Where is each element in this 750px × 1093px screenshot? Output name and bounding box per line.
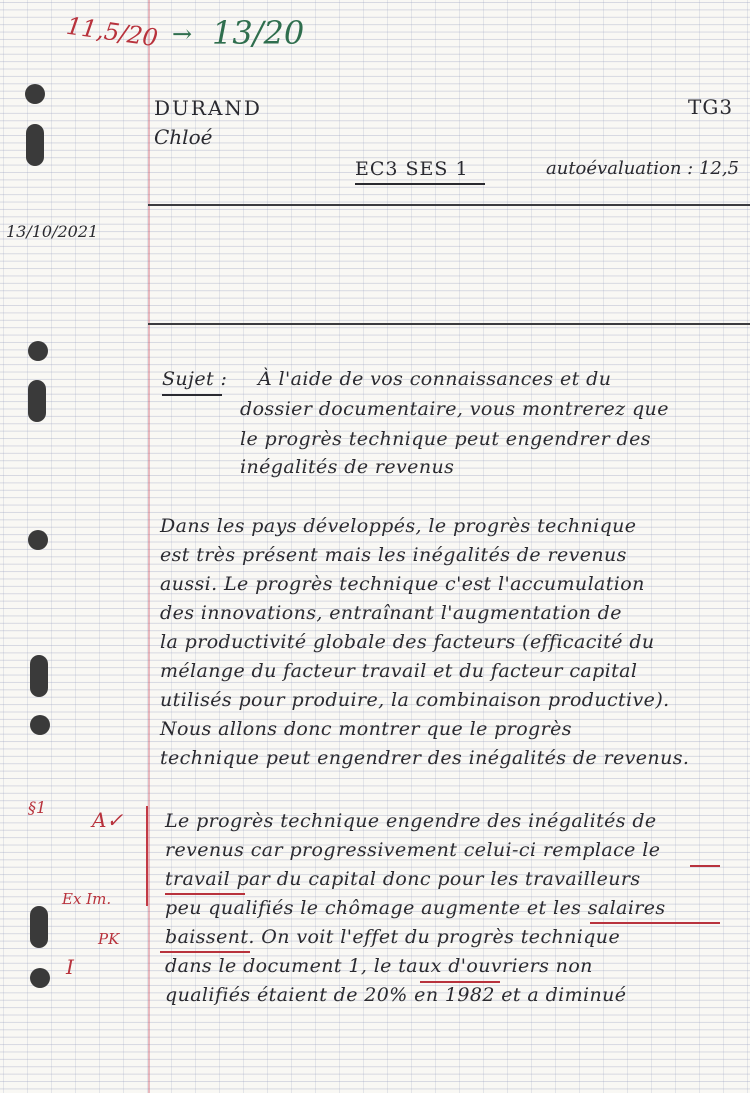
section1-line: peu qualifiés le chômage augmente et les salaires	[165, 897, 666, 919]
binder-hole	[30, 968, 50, 988]
intro-line: mélange du facteur travail et du facteur capital	[160, 660, 638, 682]
student-last-name: DURAND	[154, 96, 262, 120]
binder-hole	[28, 380, 46, 422]
intro-line: des innovations, entraînant l'augmentation de	[160, 602, 622, 624]
correction-underline	[590, 922, 720, 924]
class-label: TG3	[688, 95, 734, 119]
binder-hole	[28, 341, 48, 361]
binder-hole	[30, 715, 50, 735]
intro-line: la productivité globale des facteurs (efficacité du	[160, 631, 655, 653]
subject-line: inégalités de revenus	[240, 456, 455, 478]
self-evaluation: autoévaluation : 12,5	[546, 158, 740, 179]
intro-line: aussi. Le progrès technique c'est l'accumulation	[160, 573, 645, 595]
header-rule	[148, 204, 750, 206]
intro-line: technique peut engendrer des inégalités de revenus.	[160, 747, 690, 769]
binder-hole	[30, 906, 48, 948]
margin-note-ex-im: Ex Im.	[62, 890, 112, 908]
binder-hole	[30, 655, 48, 697]
section1-line: travail par du capital donc pour les travailleurs	[165, 868, 641, 890]
correction-underline	[165, 893, 245, 895]
initial-grade: 11,5/20	[64, 11, 160, 53]
binder-hole	[28, 530, 48, 550]
binder-hole	[25, 84, 45, 104]
exam-title-underline	[355, 183, 485, 185]
subject-label-underline	[162, 394, 222, 396]
subject-line: À l'aide de vos connaissances et du	[258, 368, 612, 390]
section1-line: revenus car progressivement celui-ci remplace le	[165, 839, 661, 861]
intro-line: utilisés pour produire, la combinaison productive).	[160, 689, 670, 711]
binder-hole	[26, 124, 44, 166]
date: 13/10/2021	[6, 222, 99, 241]
section1-line: qualifiés étaient de 20% en 1982 et a diminué	[165, 984, 627, 1006]
correction-underline	[160, 951, 250, 953]
subject-line: dossier documentaire, vous montrerez que	[240, 398, 669, 420]
correction-underline	[690, 865, 720, 867]
section1-line: dans le document 1, le taux d'ouvriers non	[165, 955, 593, 977]
header-rule	[148, 323, 750, 325]
grade-arrow: →	[172, 20, 193, 48]
student-first-name: Chloé	[154, 125, 213, 149]
correction-underline	[420, 981, 500, 983]
subject-label: Sujet :	[162, 368, 228, 390]
exam-title: EC3 SES 1	[355, 158, 469, 180]
subject-line: le progrès technique peut engendrer des	[240, 428, 651, 450]
final-grade: 13/20	[212, 14, 305, 52]
intro-line: Nous allons donc montrer que le progrès	[160, 718, 572, 740]
intro-line: Dans les pays développés, le progrès technique	[160, 515, 637, 537]
margin-line	[148, 0, 150, 1093]
margin-note-s1: §1	[28, 798, 47, 817]
margin-note-pk: PK	[98, 930, 120, 948]
section1-line: Le progrès technique engendre des inégalités de	[165, 810, 657, 832]
intro-line: est très présent mais les inégalités de revenus	[160, 544, 627, 566]
section1-line: baissent. On voit l'effet du progrès technique	[165, 926, 621, 948]
teacher-margin-bar	[146, 806, 148, 906]
margin-note-i: I	[66, 955, 74, 979]
margin-note-a: A✓	[92, 808, 124, 832]
